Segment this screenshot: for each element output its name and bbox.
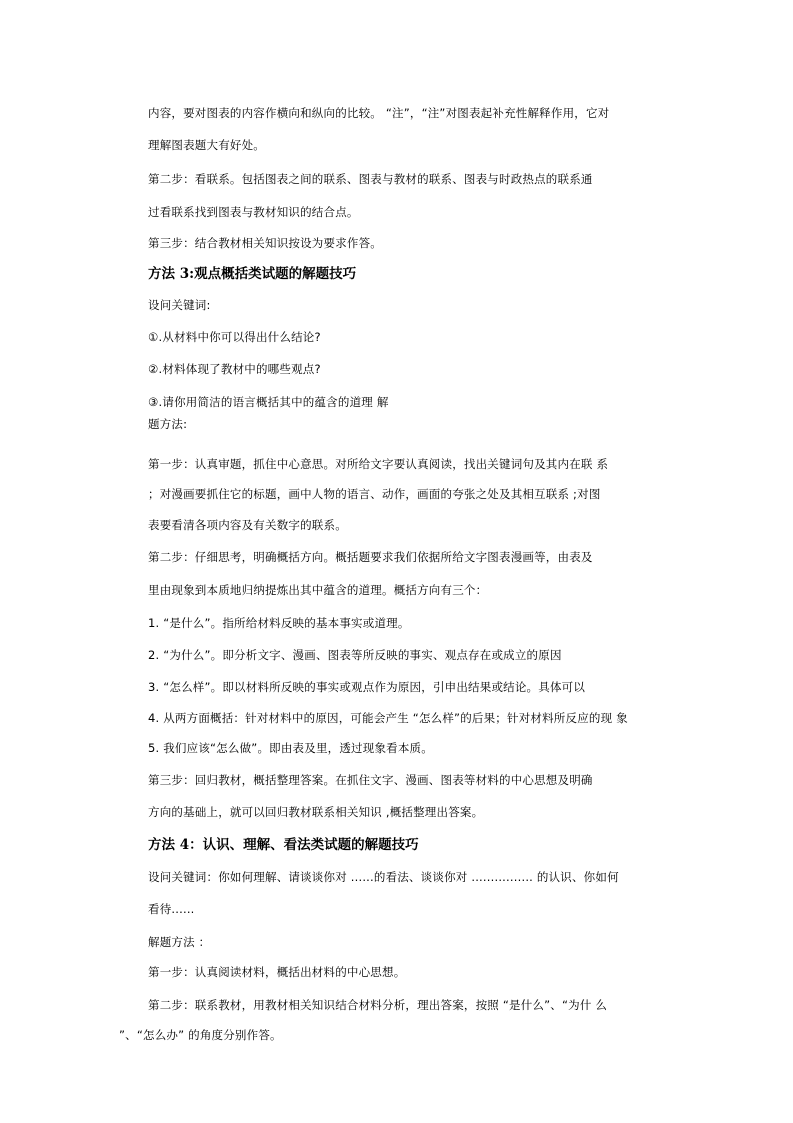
text-line-16: 里由现象到本质地归纳提炼出其中蕴含的道理。概括方向有三个： (148, 583, 488, 597)
text-line-25: 设问关键词：你如何理解、请谈谈你对 ......的看法、谈谈你对 ................ 的认识、你如何 (148, 870, 619, 884)
text-line-1: 内容，要对图表的内容作横向和纵向的比较。 “注”，“注”对图表起补充性解释作用，它对 (148, 106, 610, 120)
text-line-2: 理解图表题大有好处。 (148, 138, 265, 152)
text-line-11: 题方法: (148, 417, 188, 431)
text-line-13: ；对漫画要抓住它的标题，画中人物的语言、动作，画面的夸张之处及其相互联系 ;对图 (148, 487, 601, 501)
text-line-17: 1. “是什么”。指所给材料反映的基本事实或道理。 (148, 616, 410, 630)
text-line-29: 第二步：联系教材，用教材相关知识结合材料分析，理出答案，按照 “是什么”、“为什 么 (148, 998, 608, 1012)
text-line-5: 第三步：结合教材相关知识按设为要求作答。 (148, 236, 382, 250)
text-line-14: 表要看清各项内容及有关数字的联系。 (148, 518, 347, 532)
text-line-26: 看待...... (148, 902, 195, 916)
text-line-18: 2. “为什么”。即分析文字、漫画、图表等所反映的事实、观点存在或成立的原因 (148, 648, 562, 662)
text-line-28: 第一步：认真阅读材料，概括出材料的中心思想。 (148, 965, 406, 979)
text-line-9: ②.材料体现了教材中的哪些观点? (148, 362, 321, 376)
section-heading-method-3: 方法 3:观点概括类试题的解题技巧 (148, 266, 357, 282)
text-line-10: ③.请你用简洁的语言概括其中的蕴含的道理 解 (148, 395, 389, 409)
text-line-8: ①.从材料中你可以得出什么结论? (148, 330, 321, 344)
text-line-30: ”、“怎么办” 的角度分别作答。 (119, 1028, 282, 1042)
section-heading-method-4: 方法 4：认识、理解、看法类试题的解题技巧 (148, 837, 419, 853)
text-line-21: 5. 我们应该“怎么做”。即由表及里，透过现象看本质。 (148, 741, 433, 755)
text-line-12: 第一步：认真审题，抓住中心意思。对所给文字要认真阅读，找出关键词句及其内在联 系 (148, 457, 609, 471)
text-line-22: 第三步：回归教材，概括整理答案。在抓住文字、漫画、图表等材料的中心思想及明确 (148, 773, 593, 787)
text-line-7: 设问关键词: (148, 298, 211, 312)
text-line-4: 过看联系找到图表与教材知识的结合点。 (148, 205, 359, 219)
text-line-27: 解题方法 ： (148, 935, 211, 949)
text-line-20: 4. 从两方面概括：针对材料中的原因，可能会产生 “怎么样”的后果；针对材料所反应的现 象 (148, 711, 628, 725)
text-line-3: 第二步：看联系。包括图表之间的联系、图表与教材的联系、图表与时政热点的联系通 (148, 172, 593, 186)
text-line-15: 第二步：仔细思考，明确概括方向。概括题要求我们依据所给文字图表漫画等，由表及 (148, 550, 593, 564)
text-line-23: 方向的基础上，就可以回归教材联系相关知识 ,概括整理出答案。 (148, 805, 484, 819)
text-line-19: 3. “怎么样”。即以材料所反映的事实或观点作为原因，引申出结果或结论。具体可以 (148, 680, 586, 694)
